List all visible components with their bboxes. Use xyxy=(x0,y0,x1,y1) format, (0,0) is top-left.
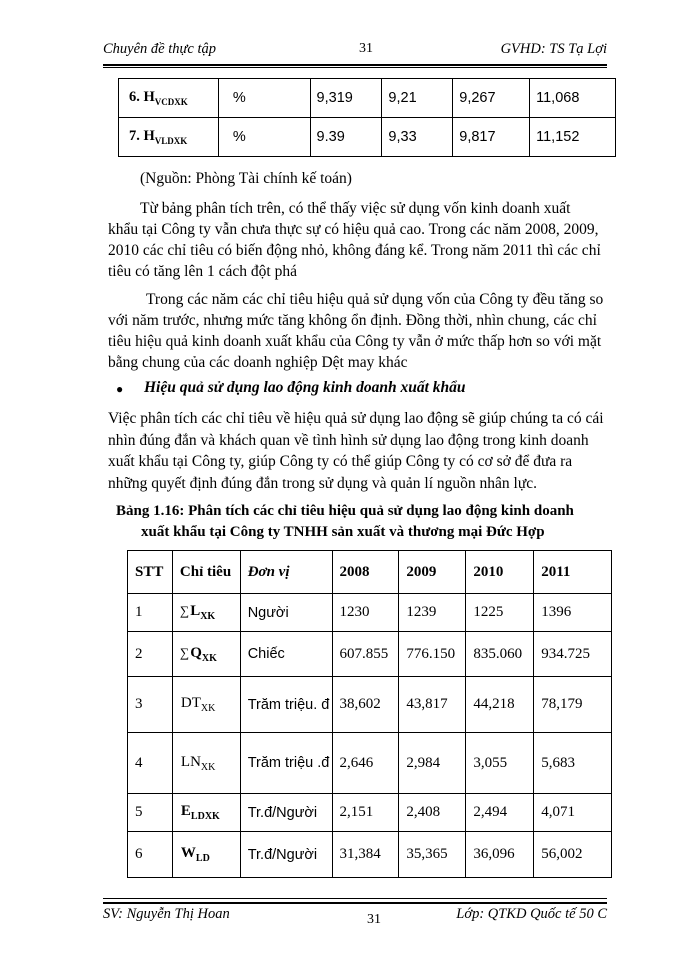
header-unit: Đơn vị xyxy=(240,551,332,594)
unit-cell: % xyxy=(218,79,310,118)
value-2011: 1396 xyxy=(534,594,612,632)
header-stt: STT xyxy=(128,551,173,594)
value-2008: 38,602 xyxy=(332,677,399,733)
value-2010: 3,055 xyxy=(466,733,534,794)
value-2008: 2,646 xyxy=(332,733,399,794)
header-2010: 2010 xyxy=(466,551,534,594)
header-2009: 2009 xyxy=(399,551,466,594)
bullet-icon: ● xyxy=(116,382,124,396)
value-2008: 2,151 xyxy=(332,794,399,832)
indicator-cell: $\sum Q_{XK}$ xyxy=(172,632,240,677)
value-2009: 1239 xyxy=(399,594,466,632)
stt-cell: 4 xyxy=(128,733,173,794)
unit-cell: Trăm triệu. đ xyxy=(240,677,332,733)
paragraph-labor-intro: Việc phân tích các chỉ tiêu về hiệu quả sử dụng lao động sẽ giúp chúng ta có cái nhìn đúng đắn và khách quan về tình hình sử dụng lao động trong kinh doanh xuất khẩu tại Công ty, giúp Công ty có thể giúp Công ty có cơ sở để đưa ra những quyết định đúng đắn trong sử dụng và quản lí nguồn nhân lực. xyxy=(108,410,604,492)
header-rule xyxy=(103,64,607,66)
value-2009: 35,365 xyxy=(399,832,466,878)
table-caption: Bảng 1.16: Phân tích các chỉ tiêu hiệu quả sử dụng lao động kinh doanh xuất khẩu tại Công ty TNHH sản xuất và thương mại Đức Hợp xyxy=(116,503,574,540)
source-note: (Nguồn: Phòng Tài chính kế toán) xyxy=(140,170,352,187)
header-2008: 2008 xyxy=(332,551,399,594)
value-2009: 2,408 xyxy=(399,794,466,832)
indicator-cell: $LN_{XK}$ xyxy=(172,733,240,794)
header-rule-thin xyxy=(103,67,607,68)
value-2009: 9,33 xyxy=(382,118,453,157)
footer-rule xyxy=(103,902,607,904)
paragraph-capital-trend: Trong các năm các chỉ tiêu hiệu quả sử dụng vốn của Công ty đều tăng so với năm trước, nhưng mức tăng không ổn định. Đồng thời, nhìn chung, các chỉ tiêu hiệu quả kinh doanh xuất khẩu của Công ty vẫn ở mức thấp hơn so với mặt bằng chung của các doanh nghiệp Dệt may khác xyxy=(108,291,604,371)
value-2011: 78,179 xyxy=(534,677,612,733)
value-2011: 4,071 xyxy=(534,794,612,832)
value-2010: 36,096 xyxy=(466,832,534,878)
value-2010: 9,817 xyxy=(453,118,530,157)
labor-efficiency-table xyxy=(127,550,612,878)
indicator-cell: $E_{LDXK}$ xyxy=(172,794,240,832)
table-header-row xyxy=(128,551,612,594)
value-2009: 43,817 xyxy=(399,677,466,733)
value-2010: 44,218 xyxy=(466,677,534,733)
page-footer xyxy=(103,906,607,930)
unit-cell: Tr.đ/Người xyxy=(240,794,332,832)
stt-cell: 6 xyxy=(128,832,173,878)
footer-page-number: 31 xyxy=(367,912,381,927)
value-2010: 9,267 xyxy=(453,79,530,118)
page-header xyxy=(103,41,607,61)
footer-rule-thin xyxy=(103,898,607,899)
value-2010: 2,494 xyxy=(466,794,534,832)
indicator-cell: 7. $H_{VLDXK}$ xyxy=(119,118,219,157)
indicator-cell: 6. $H_{VCDXK}$ xyxy=(119,79,219,118)
value-2011: 5,683 xyxy=(534,733,612,794)
table-row xyxy=(128,832,612,878)
table-row xyxy=(128,794,612,832)
table-row xyxy=(119,118,616,157)
stt-cell: 2 xyxy=(128,632,173,677)
indicator-cell: $\sum L_{XK}$ xyxy=(172,594,240,632)
stt-cell: 3 xyxy=(128,677,173,733)
value-2011: 56,002 xyxy=(534,832,612,878)
footer-student: SV: Nguyễn Thị Hoan xyxy=(103,906,230,922)
value-2009: 9,21 xyxy=(382,79,453,118)
paragraph-capital-summary: Từ bảng phân tích trên, có thể thấy việc sử dụng vốn kinh doanh xuất khẩu tại Công ty vẫn chưa thực sự có hiệu quả cao. Trong các năm 2008, 2009, 2010 các chỉ tiêu có biến động nhỏ, không đáng kể. Trong năm 2011 thì các chỉ tiêu có tăng lên 1 cách đột phá xyxy=(108,200,601,280)
value-2010: 1225 xyxy=(466,594,534,632)
value-2010: 835.060 xyxy=(466,632,534,677)
unit-cell: Trăm triệu .đ xyxy=(240,733,332,794)
value-2011: 11,152 xyxy=(530,118,616,157)
stt-cell: 5 xyxy=(128,794,173,832)
indicator-cell: $DT_{XK}$ xyxy=(172,677,240,733)
table-row xyxy=(119,79,616,118)
footer-class: Lớp: QTKD Quốc tế 50 C xyxy=(456,906,607,922)
table-row xyxy=(128,733,612,794)
unit-cell: % xyxy=(218,118,310,157)
stt-cell: 1 xyxy=(128,594,173,632)
value-2008: 1230 xyxy=(332,594,399,632)
value-2008: 607.855 xyxy=(332,632,399,677)
header-2011: 2011 xyxy=(534,551,612,594)
indicator-cell: $W_{LD}$ xyxy=(172,832,240,878)
unit-cell: Người xyxy=(240,594,332,632)
table-row xyxy=(128,677,612,733)
value-2008: 31,384 xyxy=(332,832,399,878)
value-2011: 934.725 xyxy=(534,632,612,677)
header-page-number: 31 xyxy=(359,41,373,56)
value-2008: 9,319 xyxy=(310,79,382,118)
value-2009: 2,984 xyxy=(399,733,466,794)
header-advisor: GVHD: TS Tạ Lợi xyxy=(500,41,607,57)
value-2009: 776.150 xyxy=(399,632,466,677)
header-indicator: Chỉ tiêu xyxy=(172,551,240,594)
value-2011: 11,068 xyxy=(530,79,616,118)
unit-cell: Chiếc xyxy=(240,632,332,677)
table-row xyxy=(128,594,612,632)
capital-efficiency-table xyxy=(118,78,616,157)
table-row xyxy=(128,632,612,677)
header-topic: Chuyên đề thực tập xyxy=(103,41,217,57)
value-2008: 9.39 xyxy=(310,118,382,157)
unit-cell: Tr.đ/Người xyxy=(240,832,332,878)
